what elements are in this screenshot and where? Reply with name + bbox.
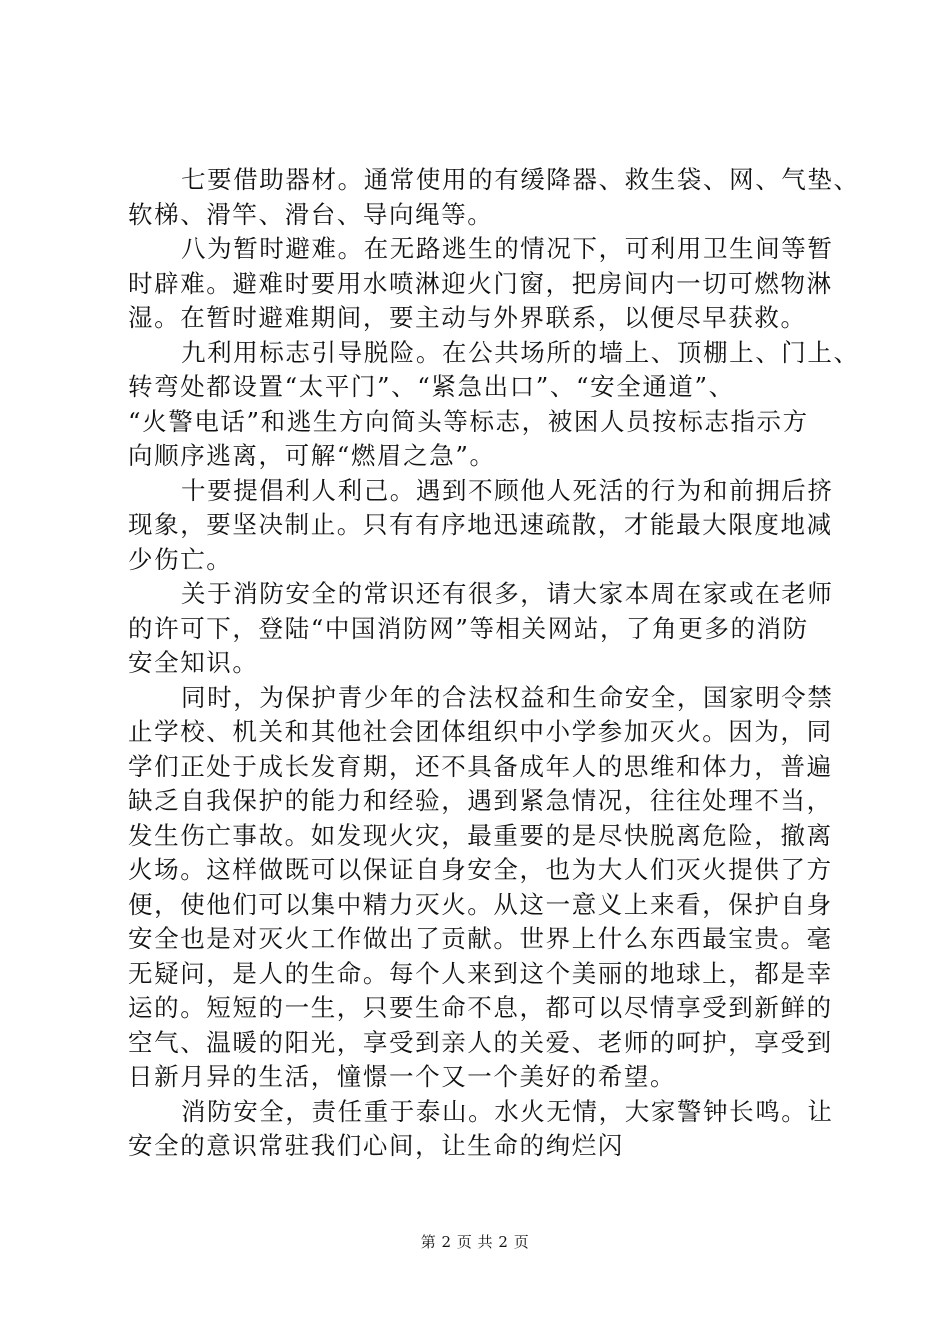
paragraph-line: 安全也是对灭火工作做出了贡献。世界上什么东西最宝贵。毫	[128, 924, 833, 953]
paragraph	[128, 336, 860, 474]
paragraph-line: 安全的意识常驻我们心间，让生命的绚烂闪	[128, 1131, 624, 1160]
paragraph-line: 学们正处于成长发育期，还不具备成年人的思维和体力，普遍	[128, 751, 833, 781]
paragraph-line: 时辟难。避难时要用水喷淋迎火门窗，把房间内一切可燃物淋	[128, 268, 833, 298]
paragraph-line: 止学校、机关和其他社会团体组织中小学参加灭火。因为，同	[128, 717, 833, 746]
paragraph-first-line: 同时，为保护青少年的合法权益和生命安全，国家明令禁	[181, 682, 834, 712]
paragraph	[128, 681, 834, 1095]
paragraph-line: 软梯、滑竿、滑台、导向绳等。	[128, 199, 494, 229]
paragraph-line: 向顺序逃离，可解“燃眉之急”。	[128, 441, 496, 470]
paragraph-line: 湿。在暂时避难期间，要主动与外界联系，以便尽早获救。	[128, 303, 807, 332]
paragraph-line: 无疑问，是人的生命。每个人来到这个美丽的地球上，都是幸	[128, 958, 833, 988]
paragraph	[128, 577, 834, 681]
paragraph-line: 少伤亡。	[128, 544, 233, 574]
paragraph-first-line: 关于消防安全的常识还有很多，请大家本周在家或在老师	[181, 579, 834, 608]
page-footer	[0, 1232, 950, 1252]
paragraph	[128, 1095, 834, 1164]
paragraph	[128, 163, 860, 232]
paragraph-line: 便，使他们可以集中精力灭火。从这一意义上来看，保护自身	[128, 889, 833, 919]
document-body	[128, 163, 860, 1164]
paragraph-line: 日新月异的生活，憧憬一个又一个美好的希望。	[128, 1062, 677, 1091]
paragraph-line: “火警电话”和逃生方向简头等标志，被困人员按标志指示方	[128, 406, 809, 436]
paragraph-line: 缺乏自我保护的能力和经验，遇到紧急情况，往往处理不当，	[128, 786, 833, 815]
paragraph-first-line: 七要借助器材。通常使用的有缓降器、救生袋、网、气垫、	[181, 165, 860, 194]
page-number: 第 2 页 共 2 页	[420, 1233, 530, 1251]
paragraph	[128, 232, 834, 336]
paragraph-line: 火场。这样做既可以保证自身安全，也为大人们灭火提供了方	[128, 855, 833, 884]
paragraph-line: 安全知识。	[128, 648, 259, 677]
paragraph-line: 的许可下，登陆“中国消防网”等相关网站，了角更多的消防	[128, 613, 809, 643]
paragraph-first-line: 八为暂时避难。在无路逃生的情况下，可利用卫生间等暂	[181, 234, 834, 263]
paragraph-first-line: 十要提倡利人利己。遇到不顾他人死活的行为和前拥后挤	[181, 475, 834, 505]
paragraph-line: 现象，要坚决制止。只有有序地迅速疏散，才能最大限度地减	[128, 510, 833, 539]
paragraph-line: 空气、温暖的阳光，享受到亲人的关爱、老师的呵护，享受到	[128, 1027, 833, 1057]
paragraph	[128, 474, 834, 578]
paragraph-line: 发生伤亡事故。如发现火灾，最重要的是尽快脱离危险，撤离	[128, 820, 833, 850]
paragraph-line: 运的。短短的一生，只要生命不息，都可以尽情享受到新鲜的	[128, 993, 833, 1022]
paragraph-line: 转弯处都设置“太平门”、“紧急出口”、“安全通道”、	[128, 372, 735, 401]
paragraph-first-line: 消防安全，责任重于泰山。水火无情，大家警钟长鸣。让	[181, 1096, 834, 1126]
paragraph-first-line: 九利用标志引导脱险。在公共场所的墙上、顶棚上、门上、	[181, 337, 860, 367]
